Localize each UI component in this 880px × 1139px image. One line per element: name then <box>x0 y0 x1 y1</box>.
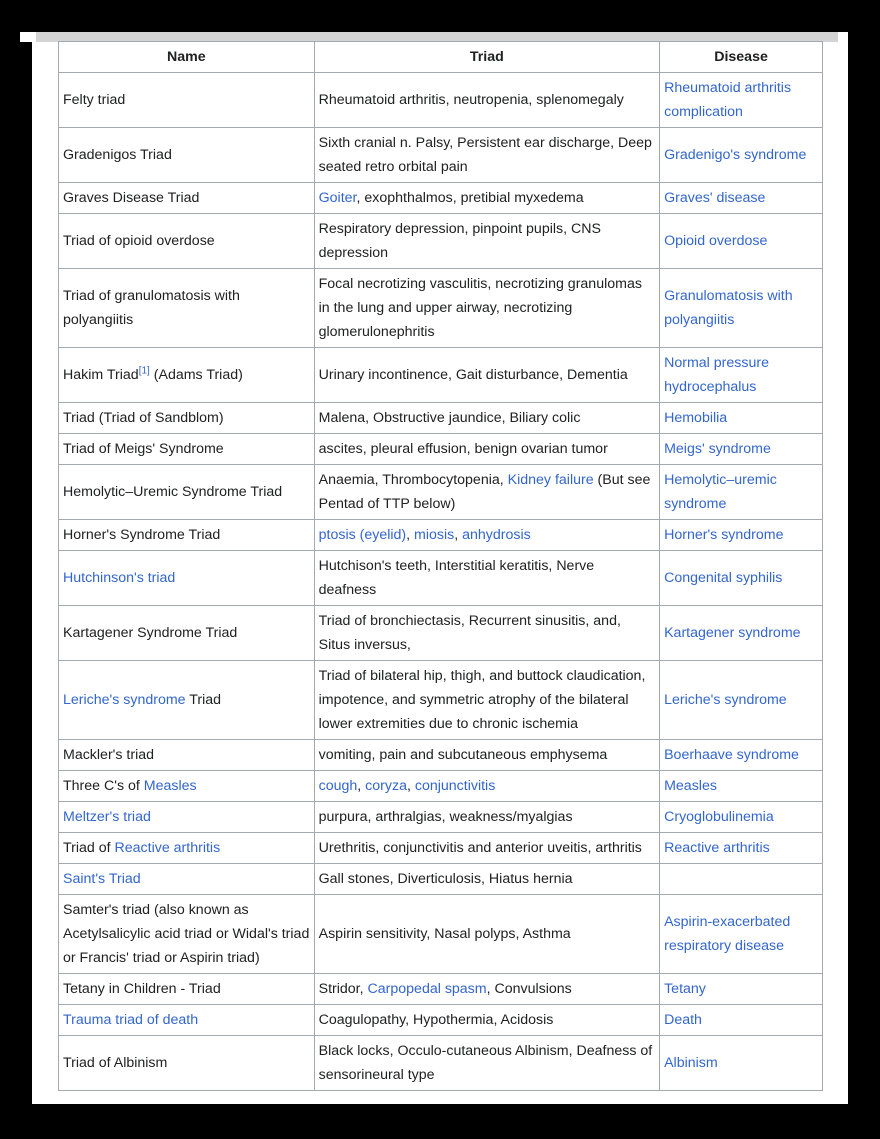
cell-disease <box>660 661 823 740</box>
triad-text: Gall stones, Diverticulosis, Hiatus hernia <box>318 871 573 887</box>
name-text: Triad of Meigs' Syndrome <box>63 441 224 457</box>
triad-text: Malena, Obstructive jaundice, Biliary colic <box>318 410 581 426</box>
table-row <box>59 551 823 606</box>
cell-disease <box>660 269 823 348</box>
reference-link[interactable]: [1] <box>138 365 150 377</box>
cell-name <box>59 269 315 348</box>
name-text: Triad of granulomatosis with polyangiitis <box>63 288 240 328</box>
cell-disease <box>660 864 823 895</box>
cell-disease <box>660 183 823 214</box>
name-text: Triad (Triad of Sandblom) <box>63 410 224 426</box>
triads-table <box>58 41 823 1091</box>
disease-link[interactable]: Cryoglobulinemia <box>664 809 774 825</box>
cell-name <box>59 348 315 403</box>
column-header-name[interactable]: Name <box>59 42 315 73</box>
triad-text: , <box>357 778 366 794</box>
triad-text: Triad of bilateral hip, thigh, and buttock claudication, impotence, and symmetric atrophy of the bilateral lower extremities due to chronic ischemia <box>318 668 646 732</box>
name-text: Horner's Syndrome Triad <box>63 527 221 543</box>
name-link[interactable]: Meltzer's triad <box>63 809 151 825</box>
disease-link[interactable]: Hemolytic–uremic syndrome <box>664 472 777 512</box>
triad-text: , Convulsions <box>486 981 572 997</box>
triad-text: Aspirin sensitivity, Nasal polyps, Asthma <box>318 926 571 942</box>
cell-disease <box>660 802 823 833</box>
name-text: Kartagener Syndrome Triad <box>63 625 238 641</box>
cell-disease <box>660 974 823 1005</box>
table-row <box>59 214 823 269</box>
name-text: (Adams Triad) <box>149 367 243 383</box>
triad-link[interactable]: Kidney failure <box>507 472 594 488</box>
cell-disease <box>660 403 823 434</box>
triad-text: , <box>406 778 415 794</box>
name-text: Hakim Triad <box>63 367 139 383</box>
cell-disease <box>660 520 823 551</box>
name-link[interactable]: Measles <box>143 778 197 794</box>
cell-disease <box>660 1005 823 1036</box>
table-row <box>59 183 823 214</box>
cell-disease <box>660 214 823 269</box>
cell-disease <box>660 833 823 864</box>
disease-link[interactable]: Horner's syndrome <box>664 527 784 543</box>
name-text: Three C's of <box>63 778 144 794</box>
cell-name <box>59 551 315 606</box>
disease-link[interactable]: Leriche's syndrome <box>664 692 787 708</box>
disease-link[interactable]: Measles <box>664 778 717 794</box>
table-row <box>59 269 823 348</box>
table-row <box>59 606 823 661</box>
table-row <box>59 73 823 128</box>
cell-triad <box>314 348 659 403</box>
cell-name <box>59 802 315 833</box>
cell-name <box>59 740 315 771</box>
triad-text: , <box>406 527 415 543</box>
cell-triad <box>314 214 659 269</box>
cell-triad <box>314 551 659 606</box>
triad-text: Hutchison's teeth, Interstitial keratitis, Nerve deafness <box>318 558 595 598</box>
name-text: Mackler's triad <box>63 747 155 763</box>
panel-edge-right <box>838 32 848 42</box>
cell-disease <box>660 465 823 520</box>
cell-name <box>59 833 315 864</box>
disease-link[interactable]: Opioid overdose <box>664 233 768 249</box>
cell-triad <box>314 465 659 520</box>
triad-link[interactable]: ptosis (eyelid) <box>318 527 407 543</box>
cell-triad <box>314 974 659 1005</box>
triad-text: Sixth cranial n. Palsy, Persistent ear discharge, Deep seated retro orbital pain <box>318 135 652 175</box>
disease-link[interactable]: Congenital syphilis <box>664 570 783 586</box>
table-body <box>59 73 823 1091</box>
name-text: Graves Disease Triad <box>63 190 200 206</box>
cell-triad <box>314 771 659 802</box>
triad-link[interactable]: anhydrosis <box>462 527 531 543</box>
triad-text: Focal necrotizing vasculitis, necrotizing granulomas in the lung and upper airway, necrotizing glomerulonephritis <box>318 276 642 340</box>
triad-link[interactable]: cough <box>318 778 358 794</box>
table-row <box>59 833 823 864</box>
table-row <box>59 434 823 465</box>
table-row <box>59 661 823 740</box>
cell-triad <box>314 520 659 551</box>
cell-disease <box>660 606 823 661</box>
triad-text: Black locks, Occulo-cutaneous Albinism, Deafness of sensorineural type <box>318 1043 653 1083</box>
triad-link[interactable]: conjunctivitis <box>414 778 496 794</box>
triad-text: Triad of bronchiectasis, Recurrent sinusitis, and, Situs inversus, <box>318 613 621 653</box>
cell-name <box>59 73 315 128</box>
triad-text: (But see Pentad of TTP below) <box>318 472 651 512</box>
disease-link[interactable]: Granulomatosis with polyangiitis <box>664 288 793 328</box>
table-row <box>59 128 823 183</box>
cell-disease <box>660 1036 823 1091</box>
disease-link[interactable]: Albinism <box>664 1055 718 1071</box>
name-text: Triad of <box>63 840 115 856</box>
triad-text: , <box>454 527 463 543</box>
cell-name <box>59 465 315 520</box>
triad-link[interactable]: Goiter <box>318 190 357 206</box>
cell-name <box>59 771 315 802</box>
cell-triad <box>314 606 659 661</box>
triad-link[interactable]: miosis <box>414 527 455 543</box>
cell-name <box>59 128 315 183</box>
triad-link[interactable]: Carpopedal spasm <box>367 981 487 997</box>
table-header-row <box>59 42 823 73</box>
table-row <box>59 1005 823 1036</box>
name-text: Hemolytic–Uremic Syndrome Triad <box>63 484 283 500</box>
name-text: Samter's triad (also known as Acetylsalicylic acid triad or Widal's triad or Francis' triad or Aspirin triad) <box>63 902 310 966</box>
cell-name <box>59 214 315 269</box>
cell-name <box>59 974 315 1005</box>
cell-triad <box>314 1005 659 1036</box>
cell-disease <box>660 895 823 974</box>
cell-name <box>59 403 315 434</box>
table-row <box>59 348 823 403</box>
disease-link[interactable]: Gradenigo's syndrome <box>664 147 807 163</box>
cell-triad <box>314 740 659 771</box>
triad-text: Respiratory depression, pinpoint pupils, CNS depression <box>318 221 601 261</box>
disease-link[interactable]: Meigs' syndrome <box>664 441 771 457</box>
table-row <box>59 465 823 520</box>
cell-triad <box>314 269 659 348</box>
column-header-disease[interactable]: Disease <box>660 42 823 73</box>
cell-triad <box>314 403 659 434</box>
cell-triad <box>314 1036 659 1091</box>
name-link[interactable]: Saint's Triad <box>63 871 141 887</box>
disease-link[interactable]: Kartagener syndrome <box>664 625 801 641</box>
cell-triad <box>314 661 659 740</box>
disease-link[interactable]: Reactive arthritis <box>664 840 770 856</box>
cell-disease <box>660 348 823 403</box>
table-row <box>59 1036 823 1091</box>
name-text: Triad <box>185 692 222 708</box>
cell-disease <box>660 128 823 183</box>
cell-name <box>59 1036 315 1091</box>
cell-name <box>59 864 315 895</box>
name-link[interactable]: Leriche's syndrome <box>63 692 186 708</box>
cell-name <box>59 520 315 551</box>
triad-text: Stridor, <box>318 981 368 997</box>
table-row <box>59 771 823 802</box>
cell-triad <box>314 73 659 128</box>
disease-link[interactable]: Normal pressure hydrocephalus <box>664 355 769 395</box>
triad-text: Anaemia, Thrombocytopenia, <box>318 472 508 488</box>
cell-triad <box>314 864 659 895</box>
cell-disease <box>660 771 823 802</box>
table-row <box>59 802 823 833</box>
cell-disease <box>660 551 823 606</box>
triad-text: Urinary incontinence, Gait disturbance, Dementia <box>318 367 628 383</box>
disease-link[interactable]: Rheumatoid arthritis complication <box>664 80 792 120</box>
cell-triad <box>314 895 659 974</box>
disease-link[interactable]: Death <box>664 1012 702 1028</box>
triad-text: Urethritis, conjunctivitis and anterior uveitis, arthritis <box>318 840 642 856</box>
table-row <box>59 974 823 1005</box>
cell-name <box>59 895 315 974</box>
triad-text: Coagulopathy, Hypothermia, Acidosis <box>318 1012 554 1028</box>
table-row <box>59 740 823 771</box>
disease-link[interactable]: Tetany <box>664 981 706 997</box>
table-row <box>59 864 823 895</box>
cell-triad <box>314 183 659 214</box>
name-text: Tetany in Children - Triad <box>63 981 221 997</box>
disease-link[interactable]: Graves' disease <box>664 190 766 206</box>
cell-triad <box>314 802 659 833</box>
triad-link[interactable]: coryza <box>365 778 407 794</box>
name-link[interactable]: Trauma triad of death <box>63 1012 199 1028</box>
disease-link[interactable]: Boerhaave syndrome <box>664 747 799 763</box>
cell-triad <box>314 128 659 183</box>
name-link[interactable]: Reactive arthritis <box>114 840 221 856</box>
cell-name <box>59 606 315 661</box>
cell-triad <box>314 434 659 465</box>
triad-text: vomiting, pain and subcutaneous emphysema <box>318 747 608 763</box>
column-header-triad[interactable]: Triad <box>314 42 659 73</box>
table-row <box>59 403 823 434</box>
name-text: Triad of opioid overdose <box>63 233 215 249</box>
cell-name <box>59 183 315 214</box>
cell-disease <box>660 740 823 771</box>
name-text: Triad of Albinism <box>63 1055 168 1071</box>
cell-triad <box>314 833 659 864</box>
cell-name <box>59 1005 315 1036</box>
name-text: Felty triad <box>63 92 126 108</box>
triad-text: ascites, pleural effusion, benign ovarian tumor <box>318 441 608 457</box>
triad-text: , exophthalmos, pretibial myxedema <box>356 190 584 206</box>
disease-link[interactable]: Aspirin-exacerbated respiratory disease <box>664 914 791 954</box>
cell-disease <box>660 73 823 128</box>
name-link[interactable]: Hutchinson's triad <box>63 570 176 586</box>
name-text: Gradenigos Triad <box>63 147 172 163</box>
triad-text: Rheumatoid arthritis, neutropenia, splenomegaly <box>318 92 624 108</box>
triad-text: purpura, arthralgias, weakness/myalgias <box>318 809 573 825</box>
cell-name <box>59 434 315 465</box>
disease-link[interactable]: Hemobilia <box>664 410 728 426</box>
table-row <box>59 520 823 551</box>
table-row <box>59 895 823 974</box>
cell-name <box>59 661 315 740</box>
cell-disease <box>660 434 823 465</box>
